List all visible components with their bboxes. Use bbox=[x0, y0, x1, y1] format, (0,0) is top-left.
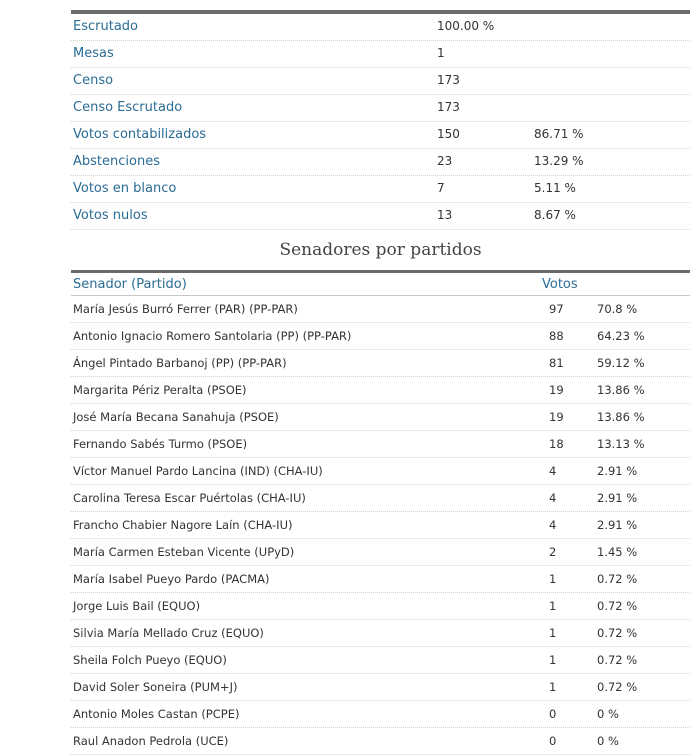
summary-label: Escrutado bbox=[73, 19, 138, 34]
senator-percent: 2.91 % bbox=[597, 491, 638, 505]
senator-name: Margarita Périz Peralta (PSOE) bbox=[73, 383, 247, 397]
summary-value: 100.00 % bbox=[437, 19, 495, 33]
senator-row bbox=[71, 728, 690, 755]
senator-percent: 59.12 % bbox=[597, 356, 645, 370]
senator-row bbox=[71, 593, 690, 620]
summary-row bbox=[71, 122, 690, 149]
summary-percent: 13.29 % bbox=[534, 154, 584, 168]
summary-row bbox=[71, 14, 690, 41]
senator-row bbox=[71, 620, 690, 647]
senator-votes: 81 bbox=[549, 356, 564, 370]
summary-value: 173 bbox=[437, 100, 460, 114]
summary-table bbox=[71, 14, 690, 230]
senator-name: Francho Chabier Nagore Laín (CHA-IU) bbox=[73, 518, 293, 532]
senator-row bbox=[71, 431, 690, 458]
senator-name: Raul Anadon Pedrola (UCE) bbox=[73, 734, 229, 748]
senator-row bbox=[71, 377, 690, 404]
senator-row bbox=[71, 512, 690, 539]
senator-votes: 97 bbox=[549, 302, 564, 316]
senator-percent: 1.45 % bbox=[597, 545, 638, 559]
senator-row bbox=[71, 566, 690, 593]
summary-label: Votos nulos bbox=[73, 208, 148, 223]
summary-value: 173 bbox=[437, 73, 460, 87]
senator-votes: 0 bbox=[549, 707, 557, 721]
senator-name: María Carmen Esteban Vicente (UPyD) bbox=[73, 545, 295, 559]
senator-row bbox=[71, 539, 690, 566]
summary-percent: 86.71 % bbox=[534, 127, 584, 141]
senator-name: Fernando Sabés Turmo (PSOE) bbox=[73, 437, 248, 451]
senator-name: José María Becana Sanahuja (PSOE) bbox=[73, 410, 279, 424]
senator-percent: 64.23 % bbox=[597, 329, 645, 343]
summary-label: Mesas bbox=[73, 46, 114, 61]
senator-votes: 1 bbox=[549, 653, 557, 667]
summary-percent: 8.67 % bbox=[534, 208, 576, 222]
results-container bbox=[71, 0, 690, 755]
senator-percent: 0 % bbox=[597, 734, 619, 748]
senator-name: David Soler Soneira (PUM+J) bbox=[73, 680, 238, 694]
senator-votes: 18 bbox=[549, 437, 564, 451]
summary-percent: 5.11 % bbox=[534, 181, 576, 195]
summary-label: Censo bbox=[73, 73, 114, 88]
senators-header bbox=[71, 273, 690, 296]
column-header-votes: Votos bbox=[542, 277, 578, 292]
summary-row bbox=[71, 176, 690, 203]
senator-row bbox=[71, 350, 690, 377]
summary-label: Votos contabilizados bbox=[73, 127, 207, 142]
summary-value: 7 bbox=[437, 181, 445, 195]
senator-votes: 1 bbox=[549, 599, 557, 613]
section-title: Senadores por partidos bbox=[279, 240, 482, 260]
senator-percent: 0.72 % bbox=[597, 653, 638, 667]
senator-row bbox=[71, 404, 690, 431]
senator-percent: 0.72 % bbox=[597, 680, 638, 694]
senator-name: Sheila Folch Pueyo (EQUO) bbox=[73, 653, 227, 667]
senator-percent: 0 % bbox=[597, 707, 619, 721]
senator-name: Jorge Luis Bail (EQUO) bbox=[73, 599, 201, 613]
senator-row bbox=[71, 296, 690, 323]
senator-votes: 4 bbox=[549, 464, 557, 478]
senator-percent: 13.86 % bbox=[597, 383, 645, 397]
senator-votes: 1 bbox=[549, 626, 557, 640]
senator-name: Silvia María Mellado Cruz (EQUO) bbox=[73, 626, 264, 640]
senator-name: María Jesús Burró Ferrer (PAR) (PP-PAR) bbox=[73, 302, 298, 316]
senator-name: María Isabel Pueyo Pardo (PACMA) bbox=[73, 572, 270, 586]
senator-percent: 70.8 % bbox=[597, 302, 638, 316]
senator-percent: 0.72 % bbox=[597, 572, 638, 586]
senator-row bbox=[71, 323, 690, 350]
summary-row bbox=[71, 41, 690, 68]
summary-row bbox=[71, 203, 690, 230]
senator-percent: 13.13 % bbox=[597, 437, 645, 451]
summary-row bbox=[71, 68, 690, 95]
senator-votes: 0 bbox=[549, 734, 557, 748]
senator-name: Víctor Manuel Pardo Lancina (IND) (CHA-IU) bbox=[73, 464, 323, 478]
summary-value: 23 bbox=[437, 154, 453, 168]
senator-row bbox=[71, 485, 690, 512]
senator-percent: 2.91 % bbox=[597, 518, 638, 532]
senator-votes: 4 bbox=[549, 491, 557, 505]
senators-table bbox=[71, 296, 690, 755]
senator-row bbox=[71, 674, 690, 701]
senator-votes: 1 bbox=[549, 572, 557, 586]
summary-row bbox=[71, 149, 690, 176]
senator-votes: 19 bbox=[549, 383, 564, 397]
senator-votes: 1 bbox=[549, 680, 557, 694]
senator-votes: 4 bbox=[549, 518, 557, 532]
senator-votes: 2 bbox=[549, 545, 557, 559]
senator-percent: 13.86 % bbox=[597, 410, 645, 424]
summary-value: 13 bbox=[437, 208, 453, 222]
summary-value: 1 bbox=[437, 46, 445, 60]
summary-label: Abstenciones bbox=[73, 154, 160, 169]
senator-row bbox=[71, 701, 690, 728]
column-header-senator: Senador (Partido) bbox=[73, 277, 187, 292]
senator-name: Antonio Moles Castan (PCPE) bbox=[73, 707, 240, 721]
senator-name: Antonio Ignacio Romero Santolaria (PP) (PP-PAR) bbox=[73, 329, 352, 343]
senator-name: Ángel Pintado Barbanoj (PP) (PP-PAR) bbox=[73, 356, 287, 370]
senator-row bbox=[71, 458, 690, 485]
senator-row bbox=[71, 647, 690, 674]
senator-name: Carolina Teresa Escar Puértolas (CHA-IU) bbox=[73, 491, 306, 505]
summary-value: 150 bbox=[437, 127, 460, 141]
senator-percent: 2.91 % bbox=[597, 464, 638, 478]
senator-percent: 0.72 % bbox=[597, 626, 638, 640]
senator-votes: 88 bbox=[549, 329, 564, 343]
summary-label: Votos en blanco bbox=[73, 181, 177, 196]
summary-label: Censo Escrutado bbox=[73, 100, 183, 115]
summary-row bbox=[71, 95, 690, 122]
senator-percent: 0.72 % bbox=[597, 599, 638, 613]
senator-votes: 19 bbox=[549, 410, 564, 424]
